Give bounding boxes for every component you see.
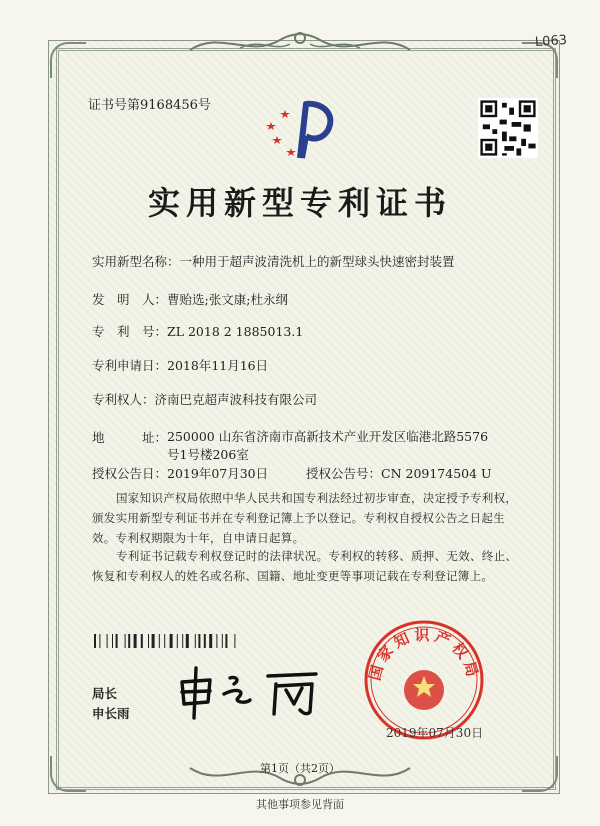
handwritten-note: L063 (534, 32, 568, 51)
seal-text: 国家知识产权局 (365, 626, 483, 683)
qr-code-icon (478, 98, 538, 158)
filing-date-label: 专利申请日： (92, 358, 168, 373)
inventor-value: 曹贻选;张文康;杜永纲 (167, 292, 288, 307)
director-title: 局长 (92, 686, 118, 701)
inventor-label: 发 明 人： (92, 292, 168, 307)
field-inventor (92, 290, 288, 308)
page-number: 第1页（共2页） (260, 762, 340, 775)
grant-date-value: 2019年07月30日 (167, 466, 269, 481)
field-grant-date (92, 464, 268, 482)
director-signature (176, 664, 326, 720)
field-utility-name (92, 252, 455, 270)
certificate-title: 实用新型专利证书 (147, 184, 452, 222)
patentee-label: 专利权人： (92, 392, 155, 407)
paragraph-legal-status: 专利证书记载专利权登记时的法律状况。专利权的转移、质押、无效、终止、恢复和专利权人的姓名或名称、国籍、地址变更等事项记载在专利登记簿上。 (92, 549, 518, 583)
field-address (92, 428, 488, 464)
barcode-icon (94, 634, 272, 648)
patent-number-label: 专 利 号： (92, 324, 168, 339)
filing-date-value: 2018年11月16日 (167, 358, 269, 373)
utility-name-value: 一种用于超声波清洗机上的新型球头快速密封装置 (179, 254, 455, 269)
field-grant-number (306, 464, 492, 482)
address-line-2: 号1号楼206室 (167, 447, 249, 462)
address-line-1: 250000 山东省济南市高新技术产业开发区临港北路5576 (167, 429, 489, 444)
paragraph-grant-statement: 国家知识产权局依照中华人民共和国专利法经过初步审查，决定授予专利权，颁发实用新型专利证书并在专利登记簿上予以登记。专利权自授权公告之日起生效。专利权期限为十年，自申请日起算。 (92, 491, 518, 545)
field-filing-date (92, 356, 268, 374)
certificate-number: 证书号第9168456号 (88, 98, 211, 113)
address-value (167, 428, 488, 464)
corner-ornament-top-left (50, 42, 86, 78)
field-patentee (92, 390, 317, 408)
director-name: 申长雨 (92, 706, 130, 721)
grant-number-value: CN 209174504 U (381, 466, 492, 481)
patentee-value: 济南巴克超声波科技有限公司 (154, 392, 318, 407)
footer-note: 其他事项参见背面 (256, 798, 344, 811)
top-scroll-ornament (180, 30, 420, 58)
patent-number-value: ZL 2018 2 1885013.1 (167, 324, 304, 339)
field-patent-number (92, 322, 303, 340)
seal-date: 2019年07月30日 (386, 726, 484, 740)
grant-number-label: 授权公告号： (306, 466, 382, 481)
utility-name-label: 实用新型名称： (92, 254, 180, 269)
grant-date-label: 授权公告日： (92, 466, 168, 481)
cnipa-logo-icon (262, 96, 342, 166)
address-label: 地 址： (92, 430, 168, 445)
